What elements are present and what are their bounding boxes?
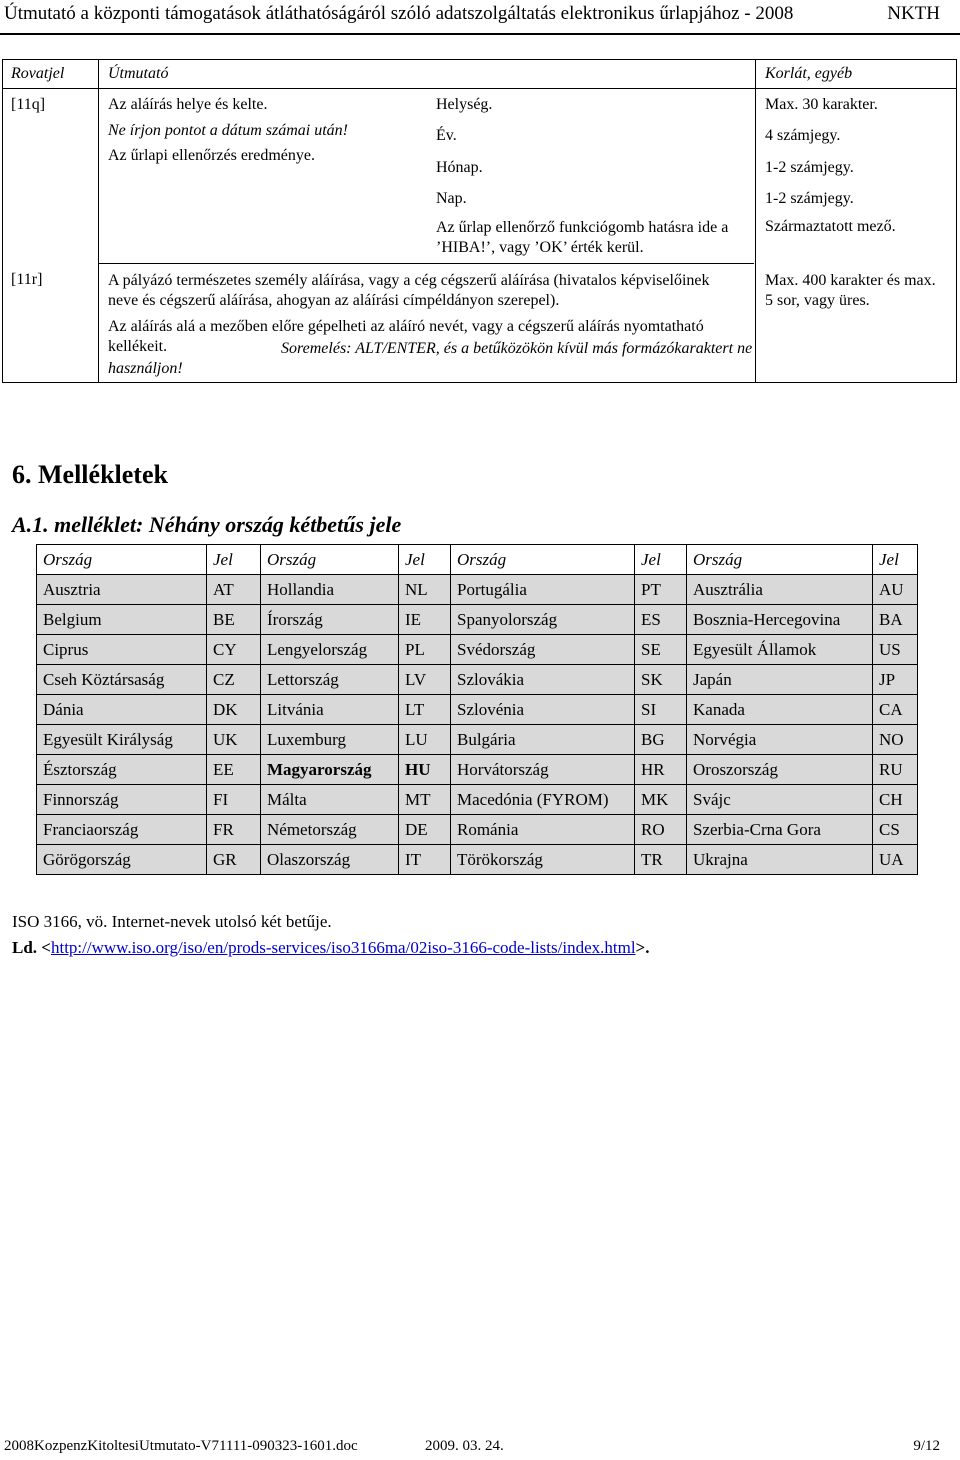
field-limit: Max. 30 karakter. xyxy=(765,96,878,113)
org-label: NKTH xyxy=(887,3,940,24)
country-code: NL xyxy=(399,575,451,605)
country-code: CY xyxy=(207,635,261,665)
country-code: BE xyxy=(207,605,261,635)
country-name: Spanyolország xyxy=(451,605,635,635)
row-code-11r: [11r] xyxy=(11,271,43,288)
country-code: LV xyxy=(399,665,451,695)
row-11r-text: A pályázó természetes személy aláírása, vagy a cég cégszerű aláírása (hivatalos képviselőinek neve és cégszerű aláírása, ahogyan az aláírási címpéldányon szerepel). xyxy=(108,272,710,309)
field-limit: 4 számjegy. xyxy=(765,127,841,144)
table-row xyxy=(37,665,918,695)
country-code: PT xyxy=(635,575,687,605)
column-header: Jel xyxy=(873,545,918,575)
column-header: Jel xyxy=(399,545,451,575)
reference-prefix: Ld. < xyxy=(12,938,51,957)
table-row xyxy=(37,785,918,815)
column-header: Ország xyxy=(451,545,635,575)
country-name: Lettország xyxy=(261,665,399,695)
country-code: BA xyxy=(873,605,918,635)
header-utmutato: Útmutató xyxy=(108,65,169,82)
field-label: Év. xyxy=(436,127,457,144)
table-row xyxy=(37,605,918,635)
section-title: 6. Mellékletek xyxy=(12,460,168,489)
guide-table xyxy=(2,59,957,383)
country-name: Japán xyxy=(687,665,873,695)
field-label: Nap. xyxy=(436,190,467,207)
country-code-highlighted: HU xyxy=(399,755,451,785)
country-code: UA xyxy=(873,845,918,875)
country-name: Egyesült Államok xyxy=(687,635,873,665)
field-limit: 1-2 számjegy. xyxy=(765,190,854,207)
country-name: Hollandia xyxy=(261,575,399,605)
country-code: SI xyxy=(635,695,687,725)
header-rovatjel: Rovatjel xyxy=(11,65,65,82)
column-header: Ország xyxy=(37,545,207,575)
country-code: JP xyxy=(873,665,918,695)
country-code: FI xyxy=(207,785,261,815)
country-name-highlighted: Magyarország xyxy=(261,755,399,785)
field-label: Helység. xyxy=(436,96,493,113)
table-row xyxy=(37,635,918,665)
column-header: Ország xyxy=(261,545,399,575)
table-row xyxy=(37,695,918,725)
country-code: TR xyxy=(635,845,687,875)
header-korlat: Korlát, egyéb xyxy=(765,65,853,82)
guide-col-divider xyxy=(755,60,756,382)
country-code: IT xyxy=(399,845,451,875)
country-name: Belgium xyxy=(37,605,207,635)
country-name: Norvégia xyxy=(687,725,873,755)
country-code: EE xyxy=(207,755,261,785)
country-name: Szlovénia xyxy=(451,695,635,725)
country-name: Kanada xyxy=(687,695,873,725)
iso-link[interactable]: http://www.iso.org/iso/en/prods-services/iso3166ma/02iso-3166-code-lists/index.html xyxy=(50,938,636,957)
country-code: FR xyxy=(207,815,261,845)
table-row xyxy=(37,815,918,845)
country-name: Cseh Köztársaság xyxy=(37,665,207,695)
country-name: Olaszország xyxy=(261,845,399,875)
country-code: LT xyxy=(399,695,451,725)
guide-row-divider xyxy=(98,263,754,264)
field-limit: Származtatott mező. xyxy=(765,218,896,235)
country-code: NO xyxy=(873,725,918,755)
country-name: Macedónia (FYROM) xyxy=(451,785,635,815)
country-code: CZ xyxy=(207,665,261,695)
country-code: ES xyxy=(635,605,687,635)
country-name: Bosznia-Hercegovina xyxy=(687,605,873,635)
country-code: PL xyxy=(399,635,451,665)
country-table xyxy=(36,544,918,875)
country-name: Románia xyxy=(451,815,635,845)
country-name: Ausztrália xyxy=(687,575,873,605)
country-code: DK xyxy=(207,695,261,725)
country-name: Luxemburg xyxy=(261,725,399,755)
country-code: MK xyxy=(635,785,687,815)
country-code: UK xyxy=(207,725,261,755)
document-title: Útmutató a központi támogatások átláthatóságáról szóló adatszolgáltatás elektronikus űrlapjához - 2008 xyxy=(4,3,794,24)
country-name: Málta xyxy=(261,785,399,815)
row-11r-limit: Max. 400 karakter és max. 5 sor, vagy üres. xyxy=(765,272,936,309)
row-11q-note: Ne írjon pontot a dátum számai után! xyxy=(108,122,349,139)
country-code: BG xyxy=(635,725,687,755)
field-limit: 1-2 számjegy. xyxy=(765,159,854,176)
country-code: IE xyxy=(399,605,451,635)
reference-line xyxy=(12,938,649,958)
annex-title: A.1. melléklet: Néhány ország kétbetűs jele xyxy=(12,512,402,537)
country-name: Horvátország xyxy=(451,755,635,785)
country-name: Írország xyxy=(261,605,399,635)
header-rule xyxy=(0,33,960,35)
country-code: RO xyxy=(635,815,687,845)
table-row xyxy=(37,725,918,755)
country-name: Egyesült Királyság xyxy=(37,725,207,755)
table-row xyxy=(37,575,918,605)
country-name: Portugália xyxy=(451,575,635,605)
iso-note: ISO 3166, vö. Internet-nevek utolsó két betűje. xyxy=(12,912,332,931)
column-header: Jel xyxy=(635,545,687,575)
country-code: AT xyxy=(207,575,261,605)
table-row xyxy=(37,755,918,785)
country-code: HR xyxy=(635,755,687,785)
country-code: SK xyxy=(635,665,687,695)
table-row xyxy=(37,845,918,875)
column-header: Ország xyxy=(687,545,873,575)
country-code: DE xyxy=(399,815,451,845)
country-code: GR xyxy=(207,845,261,875)
column-header: Jel xyxy=(207,545,261,575)
country-name: Oroszország xyxy=(687,755,873,785)
country-name: Németország xyxy=(261,815,399,845)
country-name: Szlovákia xyxy=(451,665,635,695)
table-header-row xyxy=(37,545,918,575)
country-name: Ausztria xyxy=(37,575,207,605)
row-11r-note: Soremelés: ALT/ENTER, és a betűközökön kívül más formázókaraktert ne használjon! xyxy=(108,340,753,377)
field-label: Az űrlap ellenőrző funkciógomb hatásra ide a ’HIBA!’, vagy ’OK’ érték kerül. xyxy=(436,219,729,256)
country-code: CH xyxy=(873,785,918,815)
row-code-11q: [11q] xyxy=(11,96,46,113)
country-code: LU xyxy=(399,725,451,755)
country-name: Dánia xyxy=(37,695,207,725)
country-code: RU xyxy=(873,755,918,785)
country-code: AU xyxy=(873,575,918,605)
country-code: CA xyxy=(873,695,918,725)
guide-col-divider xyxy=(98,60,99,382)
country-name: Svédország xyxy=(451,635,635,665)
country-name: Finnország xyxy=(37,785,207,815)
country-name: Ukrajna xyxy=(687,845,873,875)
country-name: Észtország xyxy=(37,755,207,785)
country-code: SE xyxy=(635,635,687,665)
country-code: MT xyxy=(399,785,451,815)
footer-filename: 2008KozpenzKitoltesiUtmutato-V71111-090323-1601.doc xyxy=(4,1438,358,1454)
country-code: US xyxy=(873,635,918,665)
country-name: Görögország xyxy=(37,845,207,875)
country-name: Litvánia xyxy=(261,695,399,725)
field-label: Hónap. xyxy=(436,159,483,176)
row-11q-check: Az űrlapi ellenőrzés eredménye. xyxy=(108,147,316,164)
country-name: Svájc xyxy=(687,785,873,815)
country-name: Ciprus xyxy=(37,635,207,665)
country-name: Lengyelország xyxy=(261,635,399,665)
row-11q-desc: Az aláírás helye és kelte. xyxy=(108,96,268,113)
country-code: CS xyxy=(873,815,918,845)
footer-page-number: 9/12 xyxy=(913,1438,940,1454)
country-name: Bulgária xyxy=(451,725,635,755)
reference-suffix: >. xyxy=(635,938,650,957)
country-name: Törökország xyxy=(451,845,635,875)
country-name: Franciaország xyxy=(37,815,207,845)
row-11r-text: Az aláírás alá a mezőben előre gépelheti az aláíró nevét, vagy a cégszerű aláírás nyomtatható kellékeit. xyxy=(108,318,704,355)
guide-header-divider xyxy=(3,88,956,89)
country-name: Szerbia-Crna Gora xyxy=(687,815,873,845)
footer-date: 2009. 03. 24. xyxy=(425,1438,504,1454)
